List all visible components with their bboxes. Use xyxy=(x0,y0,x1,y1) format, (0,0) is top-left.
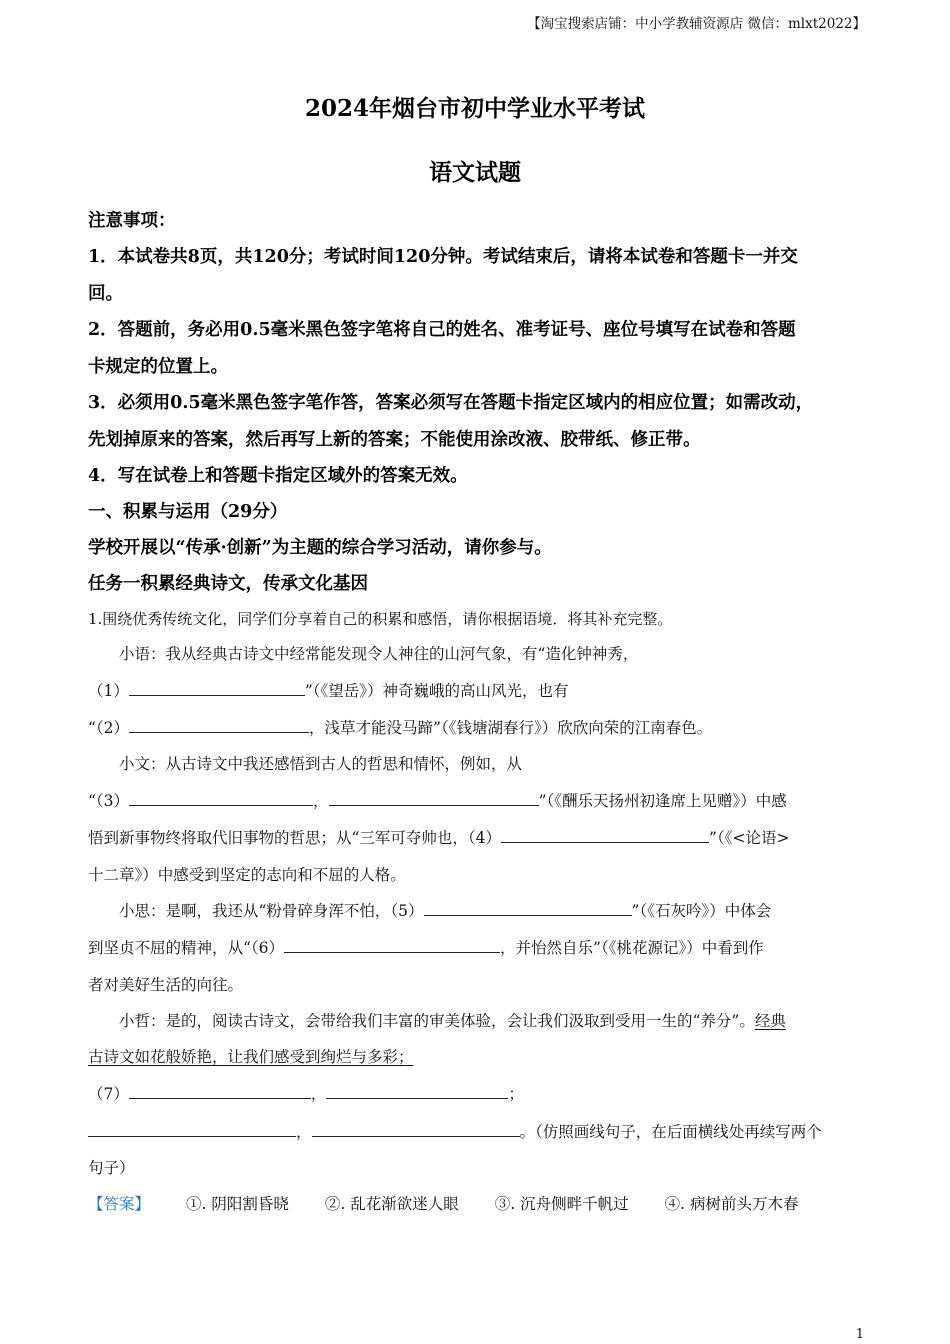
q1-line-5 xyxy=(88,790,878,812)
underlined-sentence: 经典 xyxy=(754,1012,786,1030)
notice-item-3-cont: 先划掉原来的答案，然后再写上新的答案；不能使用涂改液、胶带纸、修正带。 xyxy=(88,430,701,450)
text: 。（仿照画线句子，在后面横线处再续写两个 xyxy=(519,1123,822,1141)
text: ”（《酬乐天扬州初逢席上见赠》）中感 xyxy=(538,792,787,810)
answer-label: 【答案】 xyxy=(88,1195,151,1213)
exam-title: 2024年烟台市初中学业水平考试 xyxy=(304,95,645,122)
answer-blank[interactable] xyxy=(129,1083,311,1099)
q1-line-2 xyxy=(88,680,878,702)
answer-blank[interactable] xyxy=(88,1121,296,1137)
q1-line-6 xyxy=(88,827,878,849)
notice-item-4: 4．写在试卷上和答题卡指定区域外的答案无效。 xyxy=(88,466,468,486)
page-number: 1 xyxy=(855,1327,864,1342)
q1-line-12: 古诗文如花般娇艳，让我们感受到绚烂与多彩； xyxy=(88,1048,414,1066)
q1-line-7: 十二章》）中感受到坚定的志向和不屈的人格。 xyxy=(88,866,406,884)
answer-row xyxy=(88,1193,878,1215)
blank-label: “（3） xyxy=(88,792,130,810)
notice-item-1-cont: 回。 xyxy=(88,284,123,304)
answer-2: ②. 乱花渐欲迷人眼 xyxy=(324,1195,459,1213)
answer-blank[interactable] xyxy=(312,1121,520,1137)
header-note: 【淘宝搜索店铺：中小学教辅资源店 微信：mlxt2022】 xyxy=(527,16,866,32)
text: ， xyxy=(310,1085,327,1103)
answer-1: ①. 阴阳割昏晓 xyxy=(186,1195,289,1213)
text: 悟到新事物终将取代旧事物的哲思；从“三军可夺帅也，（4） xyxy=(88,829,502,847)
text: 小思：是啊，我还从“粉骨碎身浑不怕，（5） xyxy=(119,902,424,920)
notice-item-1: 1．本试卷共8页，共120分；考试时间120分钟。考试结束后，请将本试卷和答题卡一并交 xyxy=(88,247,798,267)
text: ； xyxy=(508,1085,524,1103)
q1-line-11 xyxy=(119,1010,909,1032)
notice-heading: 注意事项： xyxy=(88,211,176,231)
section-heading: 一、积累与运用（29分） xyxy=(88,502,288,522)
answer-blank[interactable] xyxy=(326,1083,508,1099)
text: ”（《<论语> xyxy=(709,829,790,847)
answer-blank[interactable] xyxy=(129,790,313,806)
notice-item-2: 2．答题前，务必用0.5毫米黑色签字笔将自己的姓名、准考证号、座位号填写在试卷和答题 xyxy=(88,320,796,340)
exam-subtitle: 语文试题 xyxy=(429,159,521,186)
q1-line-13 xyxy=(88,1083,878,1105)
answer-4: ④. 病树前头万木春 xyxy=(664,1195,799,1213)
task-heading: 任务一积累经典诗文，传承文化基因 xyxy=(88,574,368,594)
q1-line-8 xyxy=(119,900,909,922)
text: 到坚贞不屈的精神，从“（6） xyxy=(88,939,285,957)
answer-blank[interactable] xyxy=(129,717,309,733)
q1-line-9 xyxy=(88,937,878,959)
q1-line-4: 小文：从古诗文中我还感悟到古人的哲思和情怀，例如，从 xyxy=(119,755,523,773)
answer-blank[interactable] xyxy=(501,827,709,843)
blank-label: （1） xyxy=(88,682,129,700)
q1-line-10: 者对美好生活的向往。 xyxy=(88,976,244,994)
q1-line-15: 句子） xyxy=(88,1159,135,1177)
text: ，并怡然自乐”（《桃花源记》）中看到作 xyxy=(500,939,764,957)
notice-item-2-cont: 卡规定的位置上。 xyxy=(88,357,228,377)
q1-line-3 xyxy=(88,717,878,739)
text: ，浅草才能没马蹄”（《钱塘湖春行》）欣欣向荣的江南春色。 xyxy=(309,719,713,737)
answer-3: ③. 沉舟侧畔千帆过 xyxy=(494,1195,629,1213)
activity-intro: 学校开展以“传承·创新”为主题的综合学习活动，请你参与。 xyxy=(88,538,552,558)
blank-label: “（2） xyxy=(88,719,130,737)
blank-label: （7） xyxy=(88,1085,129,1103)
text: ”（《石灰吟》）中体会 xyxy=(631,902,772,920)
answer-blank[interactable] xyxy=(329,790,539,806)
text: 小哲：是的，阅读古诗文，会带给我们丰富的审美体验，会让我们汲取到受用一生的“养分”。 xyxy=(119,1012,755,1030)
notice-item-3: 3．必须用0.5毫米黑色签字笔作答，答案必须写在答题卡指定区域内的相应位置；如需改动， xyxy=(88,393,814,413)
answer-blank[interactable] xyxy=(284,937,500,953)
answer-blank[interactable] xyxy=(424,900,632,916)
q1-line-14 xyxy=(88,1121,878,1143)
text: ， xyxy=(313,792,329,810)
text: ， xyxy=(296,1123,312,1141)
question-stem: 1.围绕优秀传统文化，同学们分享着自己的积累和感悟，请你根据语境．将其补充完整。 xyxy=(88,610,673,628)
text: ”（《望岳》）神奇巍峨的高山风光，也有 xyxy=(304,682,569,700)
answer-blank[interactable] xyxy=(129,680,305,696)
q1-line-1: 小语：我从经典古诗文中经常能发现令人神往的山河气象，有“造化钟神秀， xyxy=(119,645,639,663)
